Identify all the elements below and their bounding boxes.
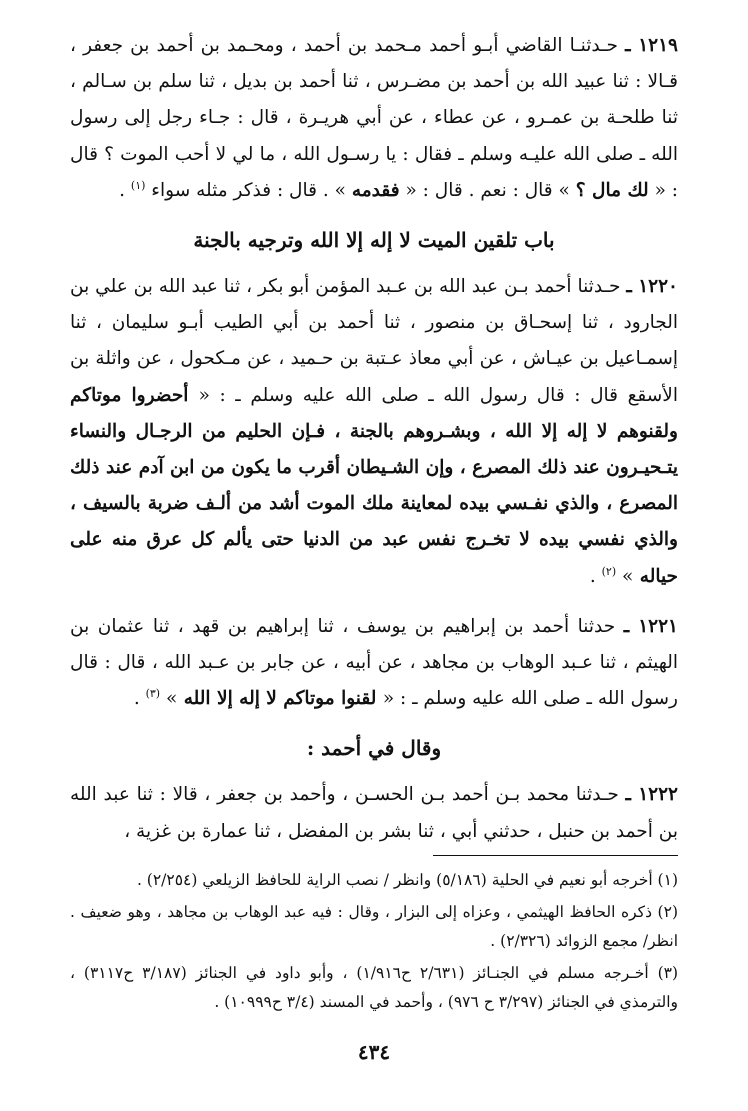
footnote-ref: (٣): [145, 687, 161, 701]
footnote-ref: (١): [130, 178, 146, 192]
hadith-1222: [70, 777, 678, 849]
hadith-quote: لقنوا موتاكم لا إله إلا الله: [177, 688, 383, 710]
hadith-text: »: [165, 688, 178, 710]
hadith-1220: [70, 269, 678, 595]
footnote-3: (٣) أخـرجه مسلم في الجنـائز (٢/٦٣١ ح١/٩١٦) ، وأبو داود في الجنائز (٣/١٨٧ ح٣١١٧) ، والترمذي في الجنائز (٣/٢٩٧ ح ٩٧٦) ، وأحمد في المسند (٣/٤ ح١٠٩٩٩) .: [70, 964, 679, 1011]
hadith-text: حـدثنـا القاضي أبـو أحمد مـحمد بن أحمد ، ومحـمد بن أحمد بن جعفر ، قـالا : ثنا عبيد الله بن أحمد بن مضـرس ، ثنا أحمد بن بديل ، ثنا سلم بن سـالم ، ثنا طلحـة بن عمـرو ، عن عطاء ، عن أبي هريـرة ، قال : جـاء رجل إلى رسول الله ـ صلى الله عليـه وسلم ـ فقال : يا رسـول الله ، ما لي لا أحب الموت ؟ قال : «: [70, 35, 678, 201]
hadith-end: .: [133, 688, 146, 710]
hadith-1219: [70, 28, 678, 209]
hadith-number: ١٢١٩ ـ: [625, 35, 678, 56]
hadith-text: حـدثنا أحمد بـن عبد الله بن عـبد المؤمن أبو بكر ، ثنا عبد الله بن علي بن الجارود ، ثنا إسحـاق بن منصور ، ثنا أحمد بن أبي الطيب أبـو سليمان ، ثنا إسمـاعيل بن عيـاش ، عن أبي معاذ عـتبة بن حـميد ، عن مـكحول ، عن واثلة بن الأسقع قال : قال رسول الله ـ صلى الله عليه وسلم ـ : «: [70, 276, 678, 406]
hadith-text: حدثنا أحمد بن إبراهيم بن يوسف ، ثنا إبراهيم بن قهد ، ثنا عثمان بن الهيثم ، ثنا عـبد الوهاب بن مجاهد ، عن أبيه ، عن جابر بن عـبد الله ، قال : قال رسول الله ـ صلى الله عليه وسلم ـ : «: [70, 615, 678, 710]
hadith-text: » قال : نعم . قال : «: [405, 179, 570, 201]
footnotes: [70, 866, 678, 1020]
footnote-1: (١) أخرجه أبو نعيم في الحلية (٥/١٨٦) وانظر / نصب الراية للحافظ الزيلعي (٢/٢٥٤) .: [136, 871, 678, 889]
hadith-1221: [70, 609, 678, 718]
hadith-quote: لك مال ؟: [575, 179, 649, 201]
hadith-text: » . قال : فذكر مثله سواء: [151, 179, 346, 201]
footnote-ref: (٢): [601, 564, 617, 578]
footnote-2: (٢) ذكره الحافظ الهيثمي ، وعزاه إلى البزار ، وقال : فيه عبد الوهاب بن مجاهد ، وهو ضعيف . انظر/ مجمع الزوائد (٢/٣٢٦) .: [70, 903, 678, 950]
hadith-number: ١٢٢٠ ـ: [626, 276, 678, 298]
footnote-divider: [433, 855, 678, 856]
hadith-quote: أحضروا موتاكم ولقنوهم لا إله إلا الله ، وبشـروهم بالجنة ، فـإن الحليم من الرجـال والنساء يتـحيـرون عند ذلك المصرع ، وإن الشـيطان أقرب ما يكون من ابن آدم عند ذلك المصرع ، والذي نفـسي بيده لمعاينة ملك الموت أشد من ألـف ضربة بالسيف ، والذي نفسي بيده لا تخـرج نفس عبد من الدنيا حتى يألم كل عرق منه على حياله: [70, 384, 678, 587]
hadith-text: »: [622, 565, 634, 587]
hadith-end: .: [119, 179, 131, 201]
page-number: ٤٣٤: [357, 1040, 391, 1064]
hadith-number: ١٢٢١ ـ: [623, 615, 678, 637]
hadith-number: ١٢٢٢ ـ: [625, 784, 678, 806]
chapter-heading: باب تلقين الميت لا إله إلا الله وترجيه بالجنة: [193, 228, 555, 253]
hadith-text: حـدثنا محمد بـن أحمد بـن الحسـن ، وأحمد بن جعفر ، قالا : ثنا عبد الله بن أحمد بن حنبل ، حدثني أبي ، ثنا بشر بن المفضل ، ثنا عمارة بن غزية ،: [70, 784, 678, 842]
hadith-end: .: [589, 565, 602, 587]
sub-heading: وقال في أحمد :: [306, 736, 442, 761]
hadith-quote: فقدمه: [351, 179, 400, 201]
